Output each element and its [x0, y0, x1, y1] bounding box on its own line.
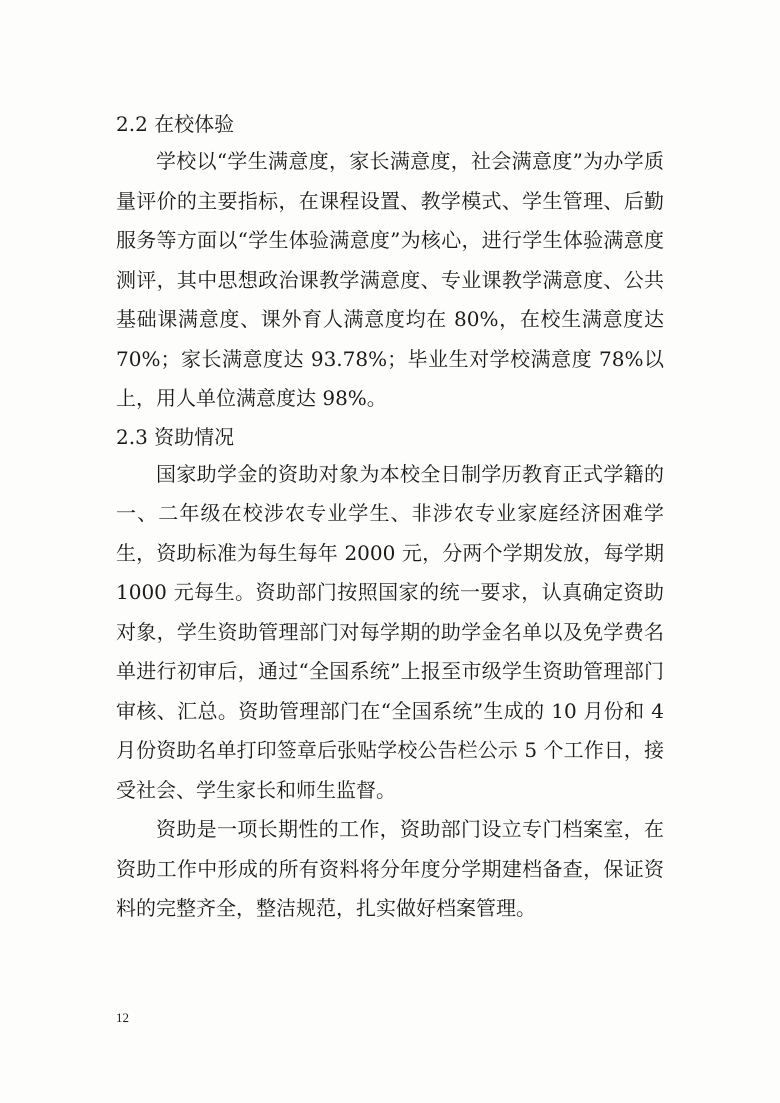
- paragraph-financial-aid-grants: 国家助学金的资助对象为本校全日制学历教育正式学籍的一、二年级在校涉农专业学生、非涉农专业家庭经济困难学生，资助标准为每生每年 2000 元，分两个学期发放，每学期 1000 元每生。资助部门按照国家的统一要求，认真确定资助对象，学生资助管理部门对每学期的助学金名单以及免学费名单进行初审后，通过“全国系统”上报至市级学生资助管理部门审核、汇总。资助管理部门在“全国系统”生成的 10 月份和 4 月份资助名单打印签章后张贴学校公告栏公示 5 个工作日，接受社会、学生家长和师生监督。: [116, 461, 664, 802]
- section-heading-financial-aid: 2.3 资助情况: [116, 424, 235, 449]
- section-heading-campus-experience: 2.2 在校体验: [116, 112, 235, 136]
- page-number: 12: [116, 1010, 129, 1025]
- paragraph-campus-experience: 学校以“学生满意度，家长满意度，社会满意度”为办学质量评价的主要指标，在课程设置、教学模式、学生管理、后勤服务等方面以“学生体验满意度”为核心，进行学生体验满意度测评，其中思想政治课教学满意度、专业课教学满意度、公共基础课满意度、课外育人满意度均在 80%，在校生满意度达 70%；家长满意度达 93.78%；毕业生对学校满意度 78%以上，用人单位满意度达 98%。: [116, 149, 664, 410]
- paragraph-financial-aid-archives: 资助是一项长期性的工作，资助部门设立专门档案室，在资助工作中形成的所有资料将分年度分学期建档备查，保证资料的完整齐全，整洁规范，扎实做好档案管理。: [116, 817, 664, 920]
- page-content: [116, 106, 664, 929]
